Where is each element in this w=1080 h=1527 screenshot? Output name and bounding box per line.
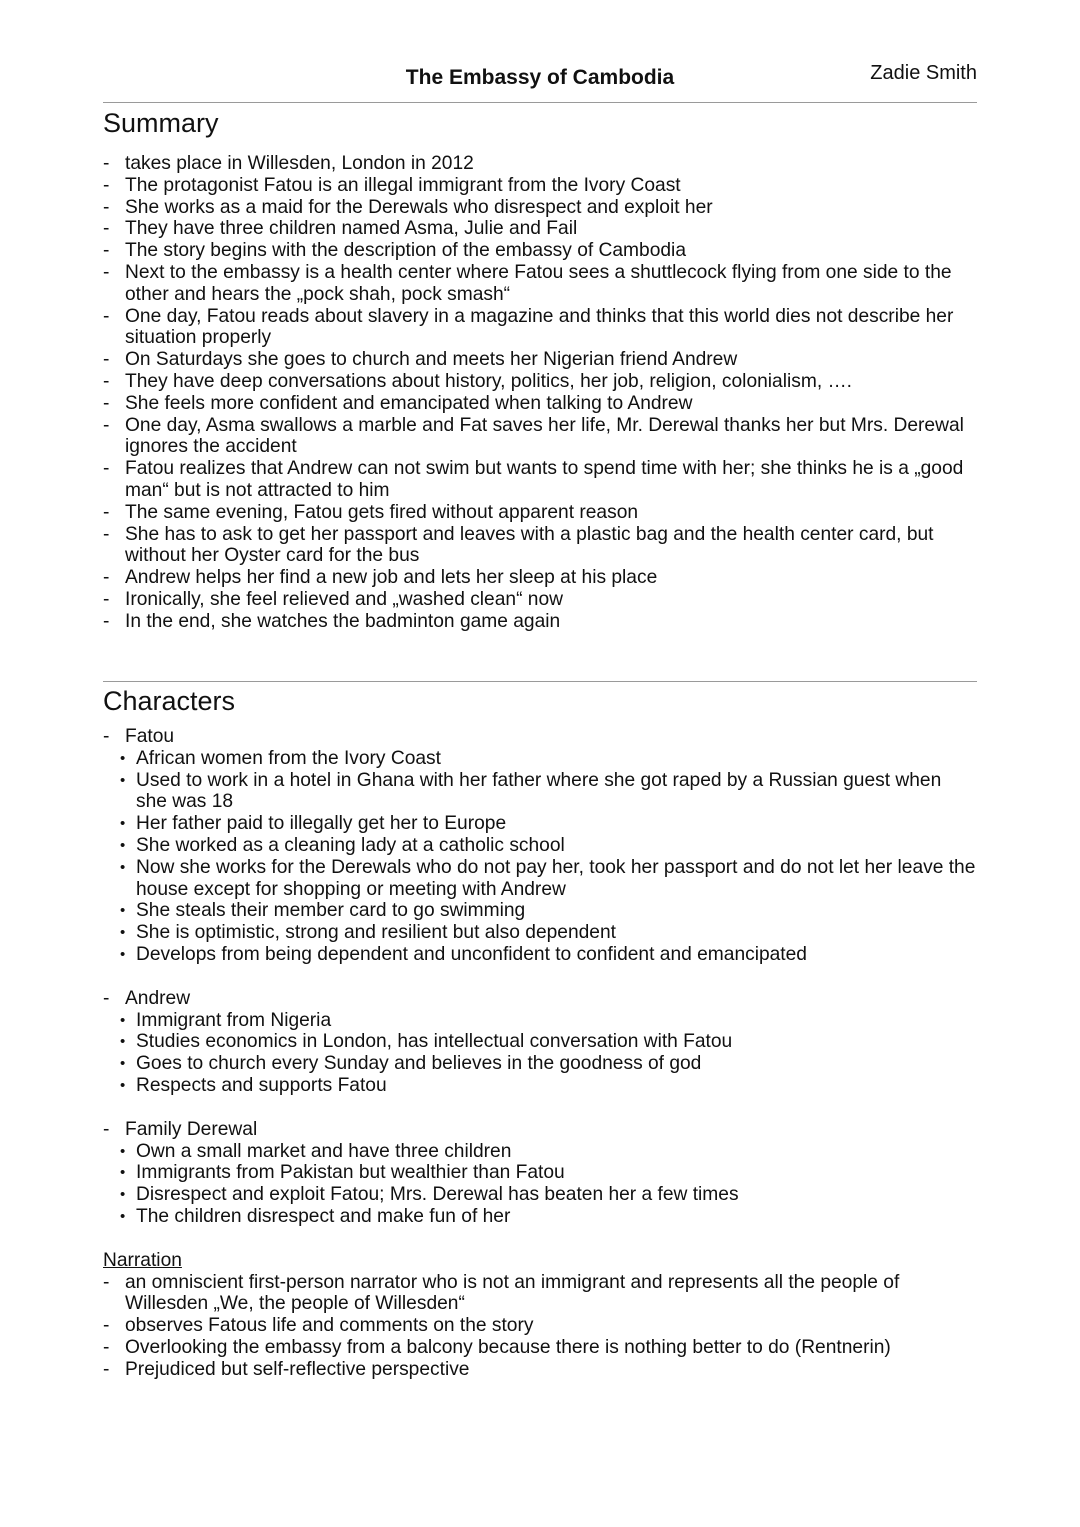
list-item: - takes place in Willesden, London in 2012 (103, 153, 977, 175)
page-header (103, 60, 977, 100)
spacer (103, 966, 977, 988)
list-item: - On Saturdays she goes to church and meets her Nigerian friend Andrew (103, 349, 977, 371)
list-item: - The protagonist Fatou is an illegal immigrant from the Ivory Coast (103, 175, 977, 197)
character-family-derewal (103, 1119, 977, 1141)
list-item: • Her father paid to illegally get her to Europe (118, 813, 977, 835)
author-name: Zadie Smith (870, 62, 977, 84)
list-item: - Andrew helps her find a new job and lets her sleep at his place (103, 567, 977, 589)
narration-list (103, 1272, 977, 1381)
list-item: - In the end, she watches the badminton game again (103, 611, 977, 633)
character-name: Fatou (125, 726, 175, 747)
list-item: • She steals their member card to go swimming (118, 900, 977, 922)
spacer (103, 1097, 977, 1119)
list-item: • African women from the Ivory Coast (118, 748, 977, 770)
list-item: - They have three children named Asma, Julie and Fail (103, 218, 977, 240)
spacer (103, 1228, 977, 1250)
character-andrew (103, 988, 977, 1010)
list-item: - They have deep conversations about history, politics, her job, religion, colonialism, …. (103, 371, 977, 393)
characters-list (103, 988, 977, 1010)
list-item: • Immigrant from Nigeria (118, 1010, 977, 1032)
list-item: - Ironically, she feel relieved and „washed clean“ now (103, 589, 977, 611)
list-item: - She works as a maid for the Derewals who disrespect and exploit her (103, 197, 977, 219)
list-item: • Own a small market and have three children (118, 1141, 977, 1163)
list-item: - One day, Asma swallows a marble and Fat saves her life, Mr. Derewal thanks her but Mrs. Derewal ignores the accident (103, 415, 977, 459)
list-item: - an omniscient first-person narrator who is not an immigrant and represents all the people of Willesden „We, the people of Willesden“ (103, 1272, 977, 1316)
summary-section (103, 107, 977, 633)
derewal-points (118, 1141, 977, 1228)
list-item: • Immigrants from Pakistan but wealthier than Fatou (118, 1162, 977, 1184)
list-item: • The children disrespect and make fun of her (118, 1206, 977, 1228)
header-divider (103, 102, 977, 103)
character-name: Andrew (125, 987, 191, 1009)
summary-heading: Summary (103, 108, 219, 138)
list-item: - One day, Fatou reads about slavery in a magazine and thinks that this world dies not describe her situation properly (103, 306, 977, 350)
list-item: • Studies economics in London, has intellectual conversation with Fatou (118, 1031, 977, 1053)
list-item: - She has to ask to get her passport and leaves with a plastic bag and the health center card, but without her Oyster card for the bus (103, 524, 977, 568)
character-fatou (103, 726, 977, 748)
list-item: - Fatou realizes that Andrew can not swim but wants to spend time with her; she thinks he is a „good man“ but is not attracted to him (103, 458, 977, 502)
andrew-points (118, 1010, 977, 1097)
list-item: • Respects and supports Fatou (118, 1075, 977, 1097)
list-item: - observes Fatous life and comments on the story (103, 1315, 977, 1337)
list-item: - Prejudiced but self-reflective perspective (103, 1359, 977, 1381)
list-item: • Used to work in a hotel in Ghana with her father where she got raped by a Russian guest when she was 18 (118, 770, 977, 814)
list-item: • Now she works for the Derewals who do not pay her, took her passport and do not let her leave the house except for shopping or meeting with Andrew (118, 857, 977, 901)
list-item: • Disrespect and exploit Fatou; Mrs. Derewal has beaten her a few times (118, 1184, 977, 1206)
summary-list (103, 153, 977, 633)
fatou-points (118, 748, 977, 966)
characters-heading: Characters (103, 686, 236, 716)
characters-section (103, 685, 977, 1381)
list-item: - The story begins with the description of the embassy of Cambodia (103, 240, 977, 262)
character-name: Family Derewal (125, 1118, 258, 1140)
page-title: The Embassy of Cambodia (405, 66, 675, 89)
list-item: - Next to the embassy is a health center where Fatou sees a shuttlecock flying from one side to the other and hears the „pock shah, pock smash“ (103, 262, 977, 306)
list-item: • Goes to church every Sunday and believes in the goodness of god (118, 1053, 977, 1075)
section-divider (103, 681, 977, 682)
characters-list (103, 1119, 977, 1141)
list-item: - Overlooking the embassy from a balcony because there is nothing better to do (Rentnerin) (103, 1337, 977, 1359)
list-item: - She feels more confident and emancipated when talking to Andrew (103, 393, 977, 415)
characters-list (103, 726, 977, 748)
narration-heading: Narration (103, 1249, 182, 1271)
list-item: • Develops from being dependent and unconfident to confident and emancipated (118, 944, 977, 966)
list-item: • She is optimistic, strong and resilient but also dependent (118, 922, 977, 944)
list-item: • She worked as a cleaning lady at a catholic school (118, 835, 977, 857)
list-item: - The same evening, Fatou gets fired without apparent reason (103, 502, 977, 524)
